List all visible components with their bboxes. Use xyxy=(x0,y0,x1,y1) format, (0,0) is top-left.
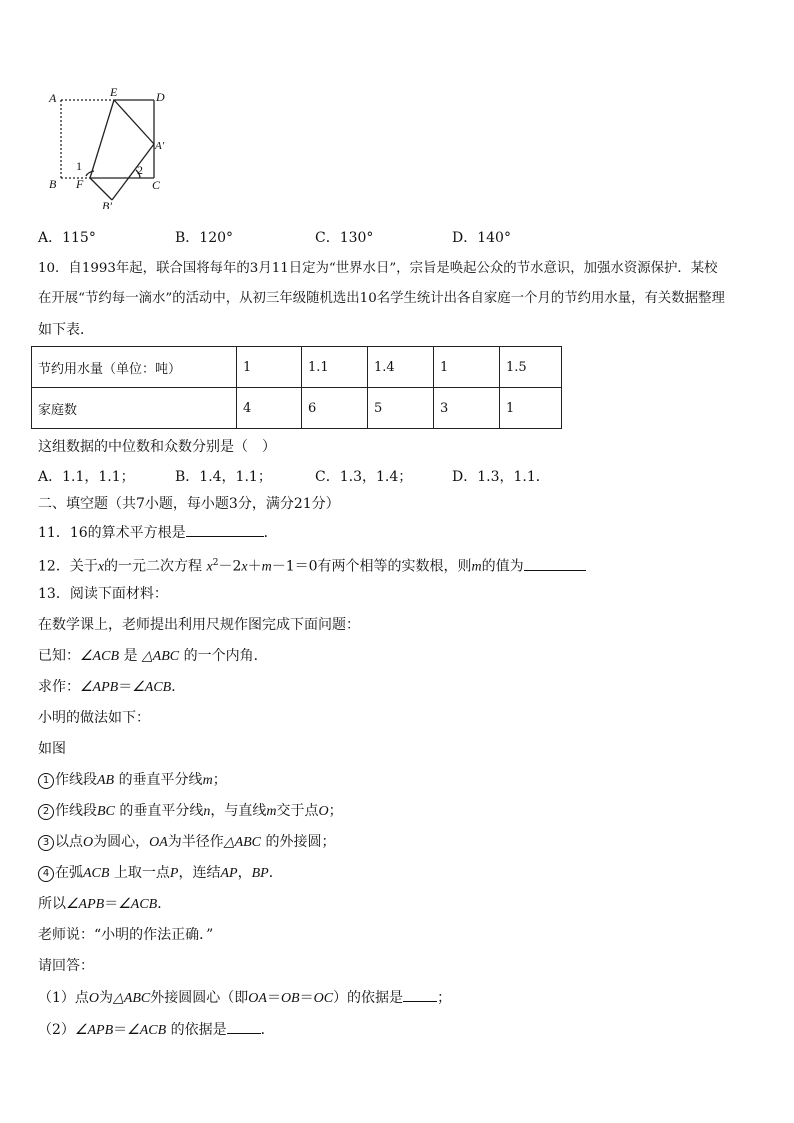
text: ，连结 xyxy=(178,865,221,881)
label-angle-2: 2 xyxy=(137,163,143,177)
text: ； xyxy=(212,772,227,788)
table-cell: 1.5 xyxy=(500,347,562,388)
water-saving-table xyxy=(31,346,562,429)
angle-1-arc xyxy=(86,171,94,176)
answer-blank xyxy=(186,522,264,537)
math: AB xyxy=(97,773,115,788)
math: OA xyxy=(149,835,168,850)
text: 的垂直平分线 xyxy=(118,772,203,788)
text: 在弧 xyxy=(55,865,83,881)
math: m xyxy=(266,804,277,819)
text: ＝ xyxy=(266,990,281,1006)
q9-option-d: D．140° xyxy=(452,230,511,246)
edge-A-prime-B-prime xyxy=(112,144,154,200)
math: ∠APB xyxy=(66,897,105,912)
math: P xyxy=(169,866,179,881)
answer-blank xyxy=(227,1019,261,1034)
geometry-figure xyxy=(44,84,174,209)
text: 外接圆圆心（即 xyxy=(150,990,249,1006)
text: ＝ xyxy=(118,679,133,695)
text: ． xyxy=(157,896,172,912)
text: ． xyxy=(171,679,186,695)
text: ＝ xyxy=(113,1022,128,1038)
q13-teacher-remark: 老师说：“小明的作法正确．” xyxy=(38,927,214,943)
math-var: x xyxy=(206,559,213,575)
q12-end: 的值为 xyxy=(481,558,524,575)
q11 xyxy=(38,522,278,543)
table-row xyxy=(32,347,562,388)
q13-intro: 在数学课上，老师提出利用尺规作图完成下面问题： xyxy=(38,617,360,633)
q11-end: ． xyxy=(263,525,278,541)
text: 求作： xyxy=(38,679,80,695)
text: 为半径作 xyxy=(167,834,224,850)
text: 以点 xyxy=(55,834,83,850)
math: ∠ACB xyxy=(80,649,119,664)
math: △ABC xyxy=(113,991,151,1006)
q12-post: 有两个相等的实数根，则 xyxy=(317,558,472,575)
math-text: －1＝0 xyxy=(271,558,318,575)
q13-step-2 xyxy=(38,801,343,822)
q12-pre: 12．关于 xyxy=(38,558,98,575)
math: BC xyxy=(97,804,115,819)
text: 为 xyxy=(99,990,114,1006)
q9-option-a: A．115° xyxy=(38,230,96,246)
step-number: 4 xyxy=(38,866,54,882)
math: O xyxy=(88,991,100,1006)
section-2-heading: 二、填空题（共7小题，每小题3分，满分21分） xyxy=(38,496,340,512)
text: （2） xyxy=(38,1022,75,1038)
math-var: x xyxy=(97,559,105,575)
q13-as-figure: 如图 xyxy=(38,741,66,757)
math: OB xyxy=(280,991,300,1006)
answer-blank xyxy=(524,556,586,571)
q11-text: 11．16的算术平方根是 xyxy=(38,525,186,541)
math-var: m xyxy=(471,559,482,575)
text: 已知： xyxy=(38,648,80,664)
math: m xyxy=(202,773,213,788)
text: ， xyxy=(237,865,252,881)
edge-FB-prime xyxy=(90,178,112,200)
text: 的一个内角． xyxy=(183,648,268,664)
q10-option-b: B．1.4，1.1； xyxy=(175,469,272,485)
q13-answer-1 xyxy=(38,987,451,1009)
q13-step-4 xyxy=(38,863,283,884)
text: 作线段 xyxy=(55,772,97,788)
q10-option-c: C．1.3，1.4； xyxy=(315,469,413,485)
step-number: 2 xyxy=(38,804,54,820)
math: ∠ACB xyxy=(132,680,172,695)
math: n xyxy=(203,804,211,819)
label-B: B xyxy=(49,177,57,191)
q12-mid: 的一元二次方程 xyxy=(104,558,203,575)
table-cell: 1 xyxy=(434,347,500,388)
step-number: 3 xyxy=(38,835,54,851)
q13-step-3 xyxy=(38,832,335,853)
text: ； xyxy=(328,803,343,819)
math: AP xyxy=(220,866,238,881)
label-E: E xyxy=(110,85,118,99)
text: ． xyxy=(260,1022,275,1038)
math-var: x xyxy=(241,559,248,575)
math: O xyxy=(318,804,329,819)
q13-title: 13．阅读下面材料： xyxy=(38,586,168,602)
label-A-prime: A' xyxy=(155,140,165,152)
q13-method-intro: 小明的做法如下： xyxy=(38,710,150,726)
text: ； xyxy=(437,990,452,1006)
table-cell: 1.4 xyxy=(368,347,434,388)
label-A: A xyxy=(49,91,57,105)
math: ∠ACB xyxy=(118,897,158,912)
math: ∠ACB xyxy=(127,1023,167,1038)
table-cell: 1 xyxy=(500,388,562,429)
label-C: C xyxy=(152,178,161,192)
q13-conclusion xyxy=(38,894,171,915)
table-cell: 6 xyxy=(302,388,368,429)
text: 交于点 xyxy=(276,803,319,819)
label-D: D xyxy=(156,90,165,104)
text: ）的依据是 xyxy=(333,990,404,1006)
q13-please-answer: 请回答： xyxy=(38,958,94,974)
table-cell: 4 xyxy=(237,388,302,429)
math: ∠APB xyxy=(74,1023,114,1038)
q10-question: 这组数据的中位数和众数分别是（ ） xyxy=(38,439,276,455)
answer-blank xyxy=(403,987,437,1002)
q13-given xyxy=(38,646,268,667)
step-number: 1 xyxy=(38,773,54,789)
q10-stem-line-2: 在开展“节约每一滴水”的活动中，从初三年级随机选出10名学生统计出各自家庭一个月的节约用水量，有关数据整理 xyxy=(38,291,725,306)
text: ＝ xyxy=(104,896,119,912)
q10-stem-line-1: 10．自1993年起，联合国将每年的3月11日定为“世界水日”，宗旨是唤起公众的节水意识，加强水资源保护．某校 xyxy=(38,261,718,276)
math: △ABC xyxy=(223,835,262,850)
text: 所以 xyxy=(38,896,66,912)
math: ACB xyxy=(83,866,110,881)
q10-stem-line-3: 如下表． xyxy=(38,322,94,338)
text: 是 xyxy=(123,648,138,664)
text: 作线段 xyxy=(55,803,97,819)
label-F: F xyxy=(76,177,84,191)
math-text: －2 xyxy=(218,558,242,575)
table-cell: 1 xyxy=(237,347,302,388)
q13-answer-2 xyxy=(38,1019,275,1041)
math-sup: 2 xyxy=(212,558,219,568)
table-cell: 1.1 xyxy=(302,347,368,388)
table-cell: 节约用水量（单位：吨） xyxy=(32,347,237,388)
q9-option-b: B．120° xyxy=(175,230,234,246)
math: BP xyxy=(251,866,269,881)
text: ，与直线 xyxy=(210,803,267,819)
table-cell: 5 xyxy=(368,388,434,429)
text: 为圆心， xyxy=(93,834,150,850)
text: ． xyxy=(268,865,283,881)
math: OA xyxy=(248,991,267,1006)
table-cell: 3 xyxy=(434,388,500,429)
label-angle-1: 1 xyxy=(76,159,82,173)
text: 的依据是 xyxy=(170,1022,227,1038)
q12 xyxy=(38,553,586,578)
table-cell: 家庭数 xyxy=(32,388,237,429)
text: ＝ xyxy=(299,990,314,1006)
q13-construct xyxy=(38,677,185,698)
q10-option-a: A．1.1，1.1； xyxy=(38,469,135,485)
text: 的外接圆； xyxy=(265,834,336,850)
q13-step-1 xyxy=(38,770,227,791)
text: 上取一点 xyxy=(113,865,170,881)
q9-option-c: C．130° xyxy=(315,230,374,246)
label-B-prime: B' xyxy=(102,199,112,209)
math: ∠APB xyxy=(80,680,119,695)
text: （1）点 xyxy=(38,990,89,1006)
table-row xyxy=(32,388,562,429)
math-text: ＋ xyxy=(247,558,262,575)
q10-option-d: D．1.3，1.1． xyxy=(452,469,550,485)
text: 的垂直平分线 xyxy=(119,803,204,819)
math-var: m xyxy=(261,559,272,575)
math: OC xyxy=(313,991,334,1006)
edge-EA-prime xyxy=(114,100,154,144)
fold-line-EF xyxy=(90,100,114,178)
math: △ABC xyxy=(141,649,180,664)
math: O xyxy=(83,835,94,850)
